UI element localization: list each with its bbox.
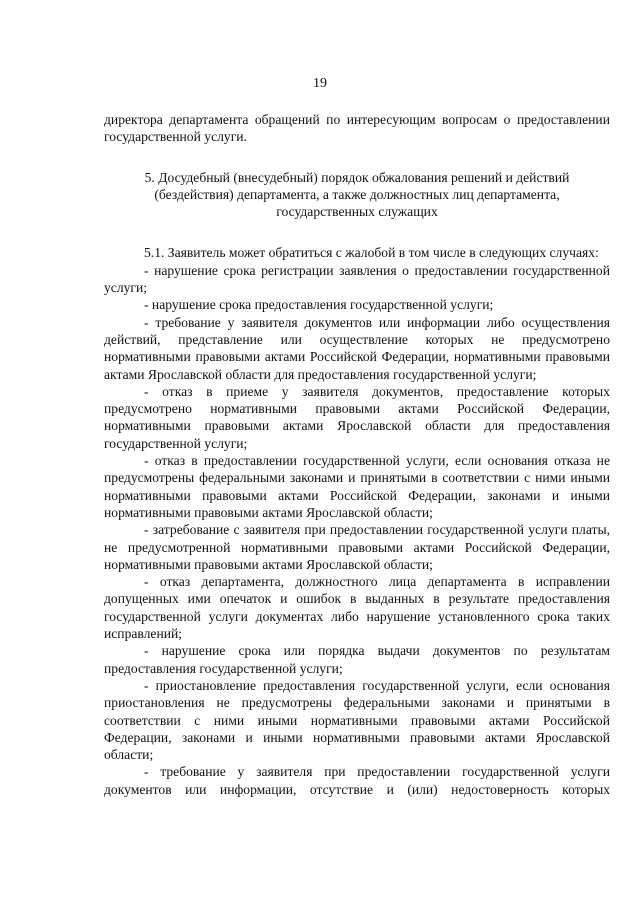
list-item: - отказ в предоставлении государственной услуги, если основания отказа не предусмотрены федеральными законами и принятыми в соответствии с ними иными нормативными правовыми актами Российской Федерации, законами и иными нормативными правовыми актами Ярославской области; bbox=[104, 453, 610, 520]
list-item: - нарушение срока или порядка выдачи документов по результатам предоставления государственной услуги; bbox=[104, 643, 610, 676]
list-item: - отказ департамента, должностного лица департамента в исправлении допущенных ими опечаток и ошибок в выданных в результате предоставления государственной услуги документах либо нарушение установленного срока таких исправлений; bbox=[104, 574, 610, 642]
list-item: - отказ в приеме у заявителя документов, предоставление которых предусмотрено нормативными правовыми актами Российской Федерации, нормативными правовыми актами Ярославской области для предоставления государственной услуги; bbox=[104, 383, 610, 451]
document-body bbox=[104, 111, 610, 798]
page-number: 19 bbox=[313, 76, 327, 91]
list-item: - нарушение срока предоставления государственной услуги; bbox=[144, 297, 494, 313]
intro-paragraph: директора департамента обращений по интересующим вопросам о предоставлении государственной услуги. bbox=[104, 112, 610, 145]
section-heading: 5. Досудебный (внесудебный) порядок обжалования решений и действий (бездействия) департамента, а также должностных лиц департамента, государственных служащих bbox=[144, 169, 570, 220]
list-item: - приостановление предоставления государственной услуги, если основания приостановления не предусмотрены федеральными законами и принятыми в соответствии с ними иными нормативными правовыми актами Российской Федерации, законами и иными нормативными правовыми актами Ярославской области; bbox=[104, 677, 610, 763]
list-item: - затребование с заявителя при предоставлении государственной услуги платы, не предусмотренной нормативными правовыми актами Российской Федерации, нормативными правовыми актами Ярославской области; bbox=[104, 522, 610, 572]
list-item: - требование у заявителя при предоставлении государственной услуги документов или информации, отсутствие и (или) недостоверность которых bbox=[104, 764, 610, 797]
list-item: - требование у заявителя документов или информации либо осуществления действий, представление или осуществление которых не предусмотрено нормативными правовыми актами Российской Федерации, нормативными правовыми актами Ярославской области для предоставления государственной услуги; bbox=[104, 314, 610, 382]
list-item: - нарушение срока регистрации заявления о предоставлении государственной услуги; bbox=[104, 262, 610, 296]
paragraph-5-1: 5.1. Заявитель может обратиться с жалобой в том числе в следующих случаях: bbox=[144, 245, 599, 261]
